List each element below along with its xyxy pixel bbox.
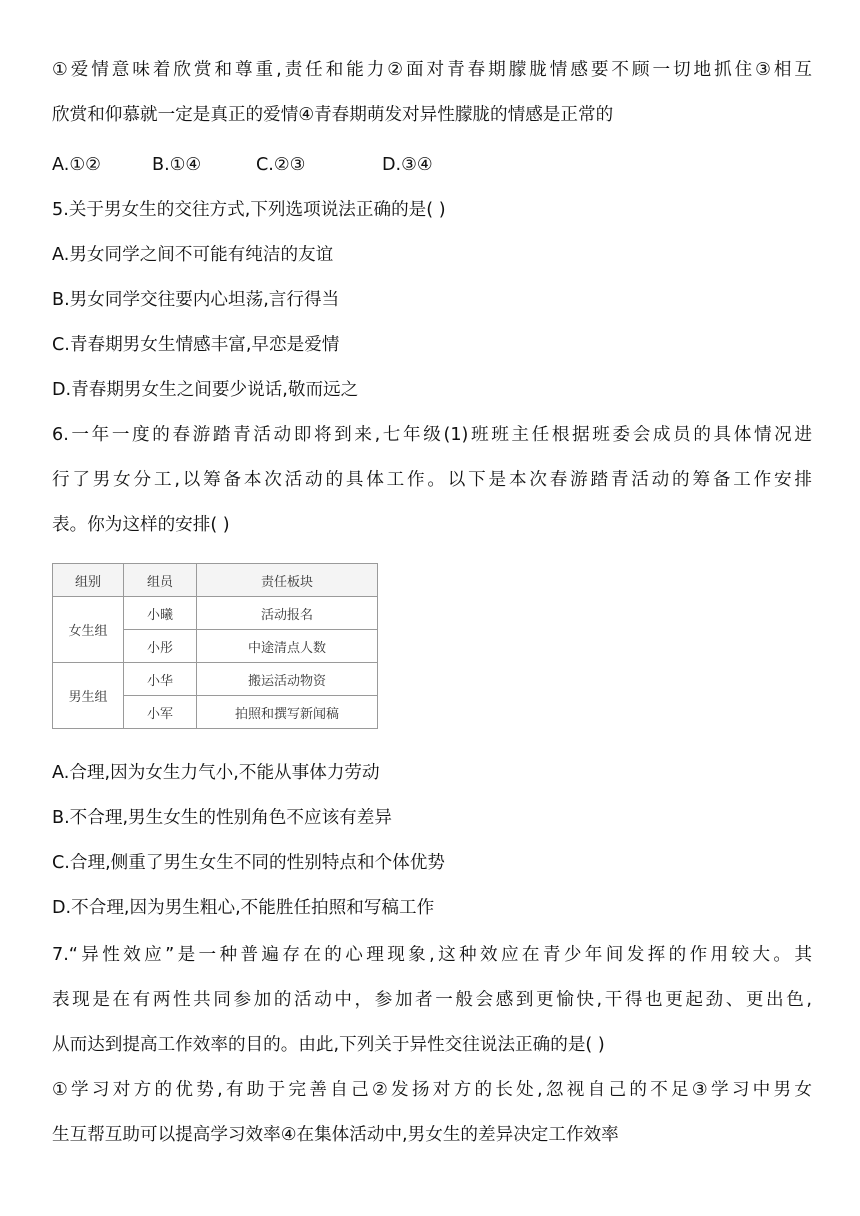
q5-option-c[interactable]: C.青春期男女生情感丰富,早恋是爱情: [52, 335, 340, 355]
table-header-group: 组别: [53, 564, 124, 597]
q7-stem-line-3: 从而达到提高工作效率的目的。由此,下列关于异性交往说法正确的是( ): [52, 1035, 605, 1055]
q5-option-d[interactable]: D.青春期男女生之间要少说话,敬而远之: [52, 380, 359, 400]
table-member: 小曦: [124, 597, 197, 630]
table-duty: 中途清点人数: [197, 630, 378, 663]
q4-statement-line-1: ①爱情意味着欣赏和尊重,责任和能力②面对青春期朦胧情感要不顾一切地抓住③相互: [52, 60, 812, 80]
table-member: 小军: [124, 696, 197, 729]
q4-option-d[interactable]: D.③④: [382, 155, 433, 175]
table-group-boys: 男生组: [53, 663, 124, 729]
q5-option-a[interactable]: A.男女同学之间不可能有纯洁的友谊: [52, 245, 334, 265]
duty-table: [52, 563, 378, 729]
q6-stem-line-2: 行了男女分工,以筹备本次活动的具体工作。以下是本次春游踏青活动的筹备工作安排: [52, 470, 812, 490]
q7-statement-line-2: 生互帮互助可以提高学习效率④在集体活动中,男女生的差异决定工作效率: [52, 1125, 619, 1145]
q4-option-a[interactable]: A.①②: [52, 155, 101, 175]
q5-option-b[interactable]: B.男女同学交往要内心坦荡,言行得当: [52, 290, 340, 310]
q7-stem-line-1: 7.“异性效应”是一种普遍存在的心理现象,这种效应在青少年间发挥的作用较大。其: [52, 945, 812, 965]
table-duty: 活动报名: [197, 597, 378, 630]
q7-stem-line-2: 表现是在有两性共同参加的活动中，参加者一般会感到更愉快,干得也更起劲、更出色,: [52, 990, 812, 1010]
table-duty: 拍照和撰写新闻稿: [197, 696, 378, 729]
q6-option-d[interactable]: D.不合理,因为男生粗心,不能胜任拍照和写稿工作: [52, 898, 435, 918]
table-duty: 搬运活动物资: [197, 663, 378, 696]
q4-option-b[interactable]: B.①④: [152, 155, 202, 175]
table-row: [53, 597, 378, 630]
table-member: 小彤: [124, 630, 197, 663]
q4-option-c[interactable]: C.②③: [256, 155, 306, 175]
q4-options: [52, 151, 812, 179]
table-header-member: 组员: [124, 564, 197, 597]
q4-statement-line-2: 欣赏和仰慕就一定是真正的爱情④青春期萌发对异性朦胧的情感是正常的: [52, 105, 614, 125]
table-group-girls: 女生组: [53, 597, 124, 663]
table-row: [53, 663, 378, 696]
q6-option-a[interactable]: A.合理,因为女生力气小,不能从事体力劳动: [52, 763, 380, 783]
q5-stem: 5.关于男女生的交往方式,下列选项说法正确的是( ): [52, 200, 446, 220]
table-member: 小华: [124, 663, 197, 696]
q6-stem-line-3: 表。你为这样的安排( ): [52, 515, 230, 535]
q7-statement-line-1: ①学习对方的优势,有助于完善自己②发扬对方的长处,忽视自己的不足③学习中男女: [52, 1080, 812, 1100]
q6-option-b[interactable]: B.不合理,男生女生的性别角色不应该有差异: [52, 808, 392, 828]
q6-option-c[interactable]: C.合理,侧重了男生女生不同的性别特点和个体优势: [52, 853, 445, 873]
q6-stem-line-1: 6.一年一度的春游踏青活动即将到来,七年级(1)班班主任根据班委会成员的具体情况进: [52, 425, 812, 445]
table-header-duty: 责任板块: [197, 564, 378, 597]
table-header-row: [53, 564, 378, 597]
